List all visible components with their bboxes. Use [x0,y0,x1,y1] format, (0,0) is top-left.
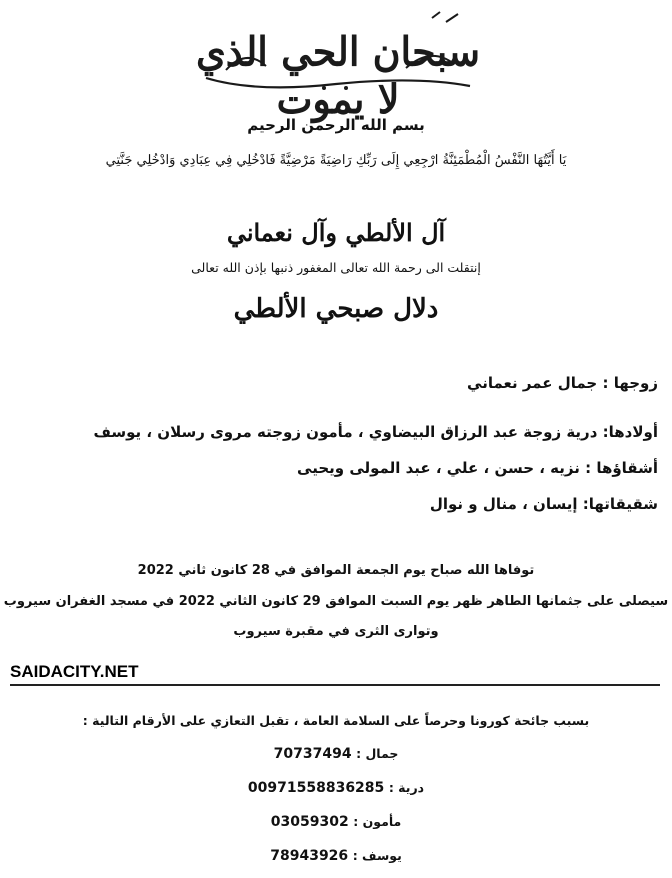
relative-value: نزيه ، حسن ، علي ، عبد المولى ويحيى [297,459,580,477]
funeral-prayer-line: سيصلى على جثمانها الطاهر ظهر يوم السبت الموافق 29 كانون الثاني 2022 في مسجد الغفران سيروب [3,594,669,609]
relative-line-brothers [8,459,658,477]
contact-name: مأمون : [353,814,402,829]
deceased-name: دلال صبحي الألطي [233,294,439,324]
relative-label: زوجها : [602,374,658,392]
contact-line [0,746,672,762]
relative-line-husband [8,374,658,392]
relative-line-children [8,423,658,441]
relative-label: أولادها: [602,423,658,441]
calligraphy-header [196,8,480,123]
relative-value: إيسان ، منال و نوال [429,495,578,513]
contact-name: جمال : [356,746,399,761]
contact-number: 00971558836285 [247,780,385,796]
quran-verse: يَا أَيَّتُهَا النَّفْسُ الْمُطْمَئِنَّةُ ارْجِعِي إِلَى رَبِّكِ رَاضِيَةً مَرْضِيَّةً فَادْخُلِي فِي عِبَادِي وَادْخُلِي جَنَّتِي [105,153,567,168]
death-date-line: توفاها الله صباح يوم الجمعة الموافق في 28 كانون ثاني 2022 [137,563,535,578]
relative-label: شقيقاتها: [582,495,658,513]
section-divider [10,684,660,686]
relative-value: درية زوجة عبد الرزاق البيضاوي ، مأمون زوجته مروى رسلان ، يوسف [93,423,598,441]
basmala: بسم الله الرحمن الرحيم [247,116,425,134]
relative-label: أشقاؤها : [585,459,658,477]
burial-line: وتوارى الثرى في مقبرة سيروب [233,624,439,639]
contact-name: يوسف : [352,848,402,863]
contact-number: 03059302 [270,814,349,830]
contact-line [0,780,672,796]
families-heading: آل الألطي وآل نعماني [226,218,446,247]
contact-line [0,814,672,830]
contact-number: 70737494 [273,746,352,762]
site-watermark: SAIDACITY.NET [10,662,139,681]
announcement-intro: إنتقلت الى رحمة الله تعالى المغفور ذنبها بإذن الله تعالى [191,260,481,275]
relative-value: جمال عمر نعماني [467,374,598,392]
relative-line-sisters [8,495,658,513]
condolence-notice: بسبب جائحة كورونا وحرصاً على السلامة العامة ، تقبل التعازي على الأرقام التالية : [82,713,590,728]
contact-number: 78943926 [270,848,349,864]
contact-line [0,848,672,864]
contact-name: درية : [388,780,425,795]
calligraphy-text: سبحان الحي الذي لا يموت [196,27,480,123]
